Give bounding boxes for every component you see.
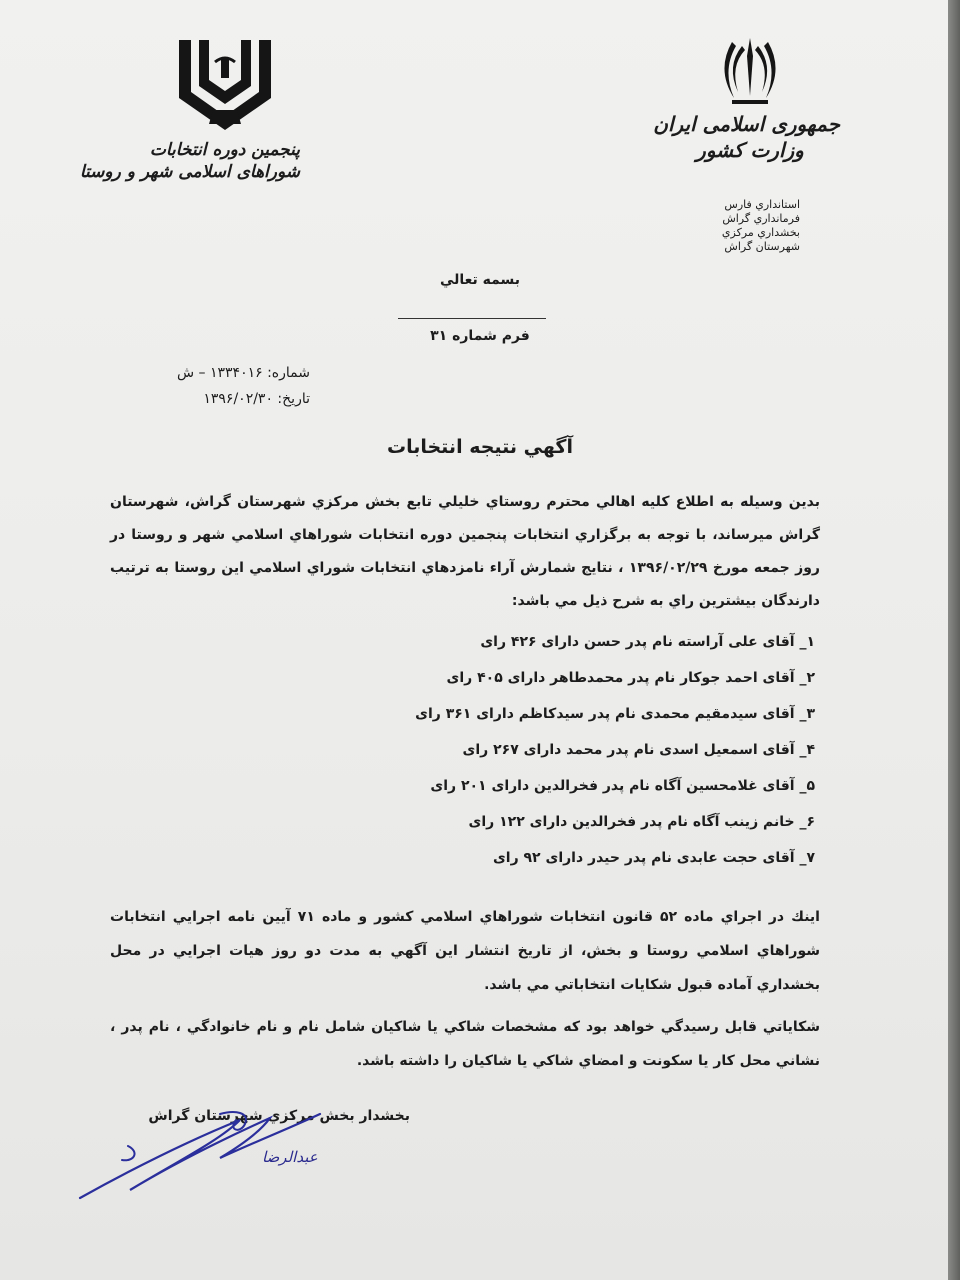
- election-caption-line-1: پنجمین دوره انتخابات: [149, 140, 300, 160]
- candidate-item: ۷_ آقای حجت عابدی نام پدر حیدر دارای ۹۲ رای: [492, 850, 815, 866]
- candidate-item: ۶_ خانم زینب آگاه نام پدر فخرالدین دارای ۱۲۲ رای: [468, 814, 815, 830]
- republic-emblem-block: [653, 36, 840, 162]
- ministry-name: وزارت کشور: [696, 138, 804, 162]
- intro-paragraph: بدين وسيله به اطلاع كليه اهالي محترم روستاي خليلي تابع بخش مركزي شهرستان گراش، شهرستان گراش ميرساند، با توجه به برگزاري انتخابات پنجمين دوره انتخابات شوراهاي اسلامي شهر و روستا در روز جمعه مورخ ۱۳۹۶/۰۲/۲۹ ، نتايج شمارش آراء نامزدهاي انتخابات شوراي اسلامي اين روستا به ترتيب دارندگان بيشترين راي به شرح ذيل مي باشد:: [110, 494, 820, 609]
- page-edge: [948, 0, 960, 1280]
- signatory-title: بخشدار بخش مركزي شهرستان گراش: [148, 1108, 410, 1124]
- ballot-box-icon: [175, 38, 275, 138]
- issuing-offices: [690, 198, 800, 254]
- candidate-item: ۱_ آقای علی آراسته نام پدر حسن دارای ۴۲۶ رای: [480, 634, 815, 650]
- republic-name: جمهوری اسلامی ایران: [653, 112, 840, 136]
- office-line: استانداري فارس: [724, 198, 800, 211]
- letter-meta: [120, 360, 310, 412]
- letter-number: شماره: ۱۳۳۴۰۱۶ – ش: [177, 365, 310, 381]
- form-number: فرم شماره ۳۱: [430, 328, 530, 344]
- candidate-item: ۴_ آقای اسمعیل اسدی نام پدر محمد دارای ۲۶۷ رای: [462, 742, 815, 758]
- election-logo: [79, 38, 300, 198]
- iran-emblem-icon: [718, 36, 782, 108]
- divider-line: [398, 318, 546, 319]
- document-title: آگهي نتيجه انتخابات: [386, 436, 573, 458]
- candidate-item: ۵_ آقای غلامحسین آگاه نام پدر فخرالدین دارای ۲۰۱ رای: [430, 778, 815, 794]
- signatory-name: عبدالرضا: [262, 1148, 318, 1166]
- election-caption-line-2: شوراهای اسلامی شهر و روستا: [79, 162, 300, 182]
- candidate-item: ۳_ آقای سیدمقیم محمدی نام پدر سیدکاظم دارای ۳۶۱ رای: [415, 706, 815, 722]
- letter-date: تاريخ: ۱۳۹۶/۰۲/۳۰: [203, 391, 310, 407]
- invocation: بسمه تعالي: [439, 272, 521, 288]
- office-line: بخشداري مركزي: [721, 226, 800, 239]
- office-line: فرمانداري گراش: [722, 212, 800, 225]
- office-line: شهرستان گراش: [724, 240, 800, 253]
- closing-paragraph: اينك در اجراي ماده ۵۲ قانون انتخابات شوراهاي اسلامي كشور و ماده ۷۱ آيين نامه اجرايي انتخابات شوراهاي اسلامي روستا و بخش، از تاريخ انتشار اين آگهي به مدت دو روز هيات اجرايي در محل بخشداري آماده قبول شكايات انتخاباتي مي باشد.: [110, 909, 820, 993]
- complaints-paragraph: شكاياتي قابل رسيدگي خواهد بود كه مشخصات شاكي يا شاكيان شامل نام و نام خانوادگي ، نام پدر ، نشاني محل كار يا سكونت و امضاي شاكي يا شاكيان را داشته باشد.: [110, 1019, 820, 1069]
- candidate-item: ۲_ آقای احمد جوکار نام پدر محمدطاهر دارای ۴۰۵ رای: [446, 670, 815, 686]
- candidates-list: [300, 624, 815, 876]
